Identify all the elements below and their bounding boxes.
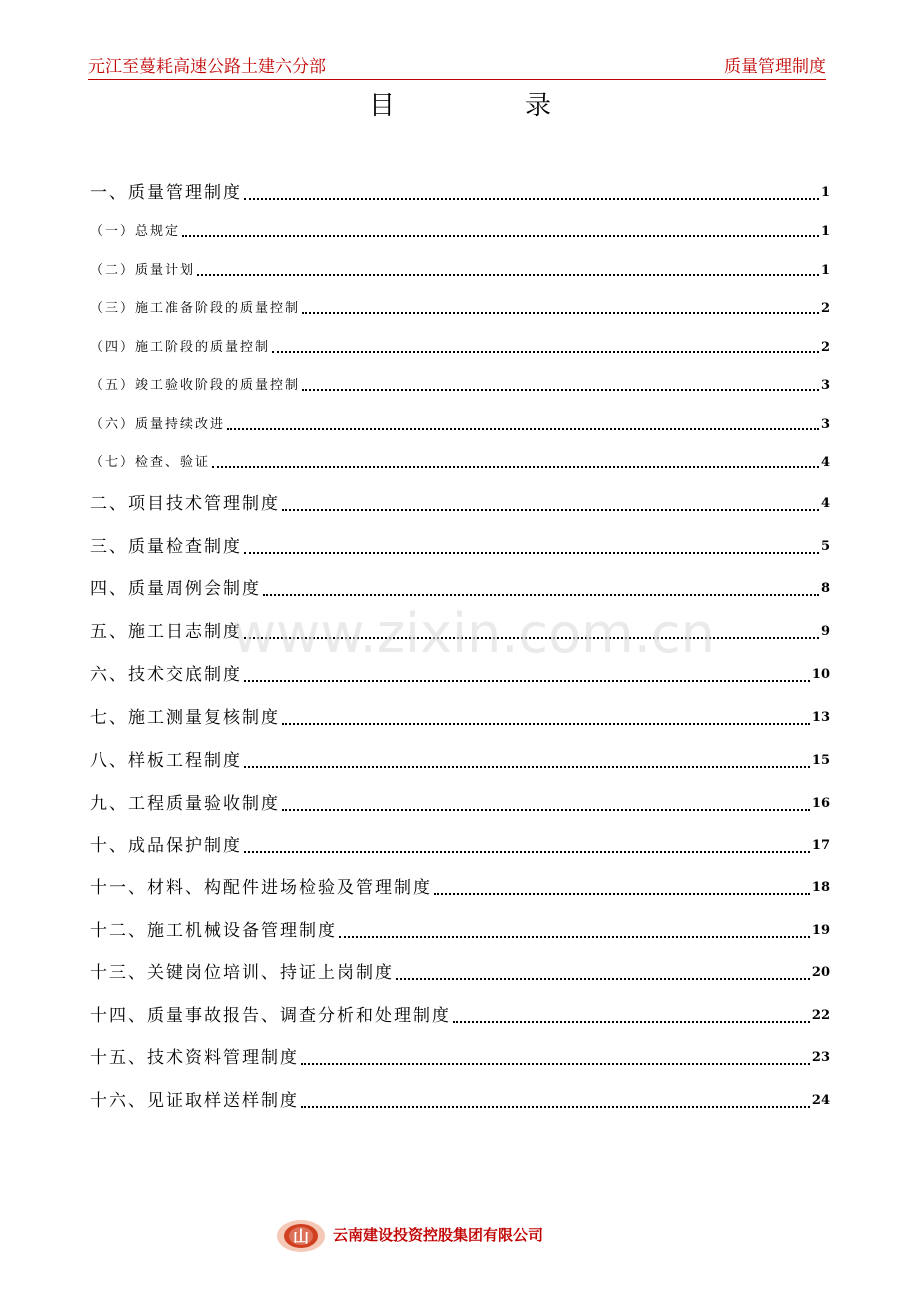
toc-dot-leader [434,893,810,895]
page-header [88,56,826,80]
toc-entry[interactable] [90,1045,830,1071]
toc-entry-page-number: 4 [820,455,830,470]
toc-entry-label: 十六、见证取样送样制度 [90,1091,299,1111]
toc-entry[interactable] [90,298,830,320]
toc-dot-leader [244,198,819,200]
toc-entry[interactable] [90,960,830,986]
toc-dot-leader [244,851,810,853]
toc-entry-page-number: 15 [811,753,830,768]
toc-dot-leader [453,1021,810,1023]
toc-entry-page-number: 20 [811,965,830,980]
toc-entry-label: 二、项目技术管理制度 [90,494,280,514]
toc-dot-leader [182,235,819,237]
toc-entry-label: 十四、质量事故报告、调查分析和处理制度 [90,1006,451,1026]
toc-entry[interactable] [90,833,830,859]
toc-entry[interactable] [90,452,830,474]
toc-entry[interactable] [90,260,830,282]
toc-entry-label: 三、质量检查制度 [90,537,242,557]
toc-dot-leader [301,1063,810,1065]
toc-dot-leader [282,809,810,811]
toc-entry-page-number: 13 [811,710,830,725]
toc-entry-label: （六）质量持续改进 [90,417,226,432]
toc-entry[interactable] [90,918,830,944]
toc-entry-label: （一）总规定 [90,224,181,239]
header-document-title: 质量管理制度 [724,57,826,77]
page-title: 目录 [368,91,681,121]
toc-entry-page-number: 9 [820,624,830,639]
page-footer [0,1218,920,1254]
toc-entry-label: （二）质量计划 [90,263,196,278]
toc-dot-leader [227,428,819,430]
toc-entry[interactable] [90,705,830,731]
toc-entry-page-number: 1 [820,224,830,239]
toc-entry[interactable] [90,414,830,436]
toc-entry-label: （五）竣工验收阶段的质量控制 [90,378,301,393]
toc-dot-leader [212,466,819,468]
toc-entry[interactable] [90,1003,830,1029]
svg-text:山: 山 [292,1227,310,1246]
footer-company-name: 云南建设投资控股集团有限公司 [333,1226,544,1244]
toc-entry-page-number: 3 [820,378,830,393]
toc-entry-page-number: 3 [820,417,830,432]
toc-entry[interactable] [90,221,830,243]
toc-entry-page-number: 19 [811,923,830,938]
toc-entry[interactable] [90,748,830,774]
toc-entry-page-number: 2 [820,340,830,355]
header-rule [88,79,826,80]
toc-entry[interactable] [90,662,830,688]
toc-entry-page-number: 16 [811,796,830,811]
toc-entry[interactable] [90,180,830,206]
toc-entry-label: 八、样板工程制度 [90,751,242,771]
toc-dot-leader [244,680,810,682]
header-project-name: 元江至蔓耗高速公路土建六分部 [88,57,326,77]
toc-dot-leader [302,389,819,391]
toc-entry-label: 一、质量管理制度 [90,183,242,203]
toc-entry[interactable] [90,576,830,602]
toc-entry-label: 九、工程质量验收制度 [90,794,280,814]
toc-entry-label: 十二、施工机械设备管理制度 [90,921,337,941]
toc-entry-page-number: 24 [811,1093,830,1108]
toc-entry-label: 十一、材料、构配件进场检验及管理制度 [90,878,432,898]
toc-entry-label: （三）施工准备阶段的质量控制 [90,301,301,316]
toc-entry-page-number: 17 [811,838,830,853]
toc-dot-leader [244,766,810,768]
toc-entry-page-number: 1 [820,263,830,278]
toc-entry-label: 四、质量周例会制度 [90,579,261,599]
toc-entry-page-number: 1 [820,185,830,200]
toc-dot-leader [263,594,819,596]
toc-entry-label: 十五、技术资料管理制度 [90,1048,299,1068]
toc-entry-page-number: 23 [811,1050,830,1065]
toc-dot-leader [282,723,810,725]
toc-entry[interactable] [90,534,830,560]
company-logo-icon [276,1219,326,1253]
toc-entry-page-number: 2 [820,301,830,316]
toc-entry[interactable] [90,791,830,817]
toc-entry-page-number: 4 [820,496,830,511]
toc-entry[interactable] [90,375,830,397]
toc-entry[interactable] [90,1088,830,1114]
toc-dot-leader [244,637,819,639]
toc-entry-page-number: 18 [811,880,830,895]
toc-entry[interactable] [90,619,830,645]
toc-entry-page-number: 22 [811,1008,830,1023]
toc-entry[interactable] [90,875,830,901]
toc-dot-leader [282,509,819,511]
toc-dot-leader [197,274,819,276]
toc-entry[interactable] [90,337,830,359]
toc-dot-leader [301,1106,810,1108]
toc-dot-leader [396,978,810,980]
toc-entry-label: 七、施工测量复核制度 [90,708,280,728]
toc-entry-label: （七）检查、验证 [90,455,211,470]
toc-entry-label: 十三、关键岗位培训、持证上岗制度 [90,963,394,983]
toc-dot-leader [339,936,810,938]
toc-entry-page-number: 5 [820,539,830,554]
toc-entry-label: 十、成品保护制度 [90,836,242,856]
toc-entry-page-number: 8 [820,581,830,596]
toc-entry[interactable] [90,491,830,517]
toc-entry-page-number: 10 [811,667,830,682]
toc-entry-label: （四）施工阶段的质量控制 [90,340,271,355]
toc-entry-label: 六、技术交底制度 [90,665,242,685]
toc-entry-label: 五、施工日志制度 [90,622,242,642]
toc-dot-leader [272,351,819,353]
watermark: www.zixin.com.cn [232,602,715,665]
toc-dot-leader [302,312,819,314]
toc-dot-leader [244,552,819,554]
